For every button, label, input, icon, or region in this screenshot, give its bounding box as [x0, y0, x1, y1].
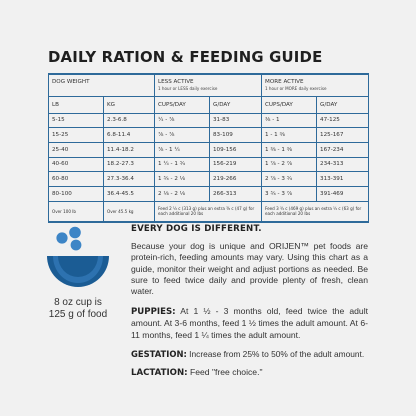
- col-less-grams: G/DAY: [210, 96, 262, 113]
- cup-note-line-2: 125 g of food: [48, 309, 108, 320]
- page-title: DAILY RATION & FEEDING GUIDE: [48, 48, 323, 66]
- gestation-text: Increase from 25% to 50% of the adult amount.: [189, 349, 365, 359]
- cell: ⅞ - ⅞: [155, 128, 210, 143]
- cell-over-more: Feed 3 ¾ c (469 g) plus an extra ½ c (63 g) for each additional 20 lbs: [262, 201, 369, 222]
- cell: 18.2-27.3: [104, 157, 155, 172]
- table-row: [49, 113, 369, 128]
- cell: 1 ¼ - 1 ¾: [155, 157, 210, 172]
- cell: 5-15: [49, 113, 104, 128]
- table-group-header: [49, 74, 369, 96]
- cell: 109-156: [210, 142, 262, 157]
- puppies-label: PUPPIES:: [131, 307, 176, 317]
- col-more-grams: G/DAY: [317, 96, 369, 113]
- cell: 1 ⅞ - 2 ⅞: [262, 157, 317, 172]
- cell: 3 ¾ - 3 ⅞: [262, 186, 317, 201]
- cell: ⅜ - 1: [262, 113, 317, 128]
- cell: 2 ⅞ - 3 ¾: [262, 172, 317, 187]
- lactation-text: Feed "free choice.": [190, 367, 263, 377]
- less-active-header: [155, 74, 262, 96]
- cell: 234-313: [317, 157, 369, 172]
- cell: 6.8-11.4: [104, 128, 155, 143]
- cup-note-line-1: 8 oz cup is: [54, 297, 102, 308]
- cup-note: [46, 297, 110, 321]
- cell: ⅞ - 1 ¼: [155, 142, 210, 157]
- puppies-text: At 1 ½ - 3 months old, feed twice the adult amount. At 3-6 months, feed 1 ½ times the adult amount. At 6-11 months, feed 1 ¼ times the adult amount.: [131, 306, 368, 340]
- puppies-paragraph: [131, 306, 368, 341]
- cell: 125-167: [317, 128, 369, 143]
- gestation-label: GESTATION:: [131, 349, 187, 359]
- cell: 1 ¾ - 2 ⅛: [155, 172, 210, 187]
- cell: 60-80: [49, 172, 104, 187]
- table-row-over: [49, 201, 369, 222]
- less-active-subtitle: 1 hour or LESS daily exercise: [158, 86, 218, 91]
- cell: 167-234: [317, 142, 369, 157]
- table-row: [49, 186, 369, 201]
- col-more-cups: CUPS/DAY: [262, 96, 317, 113]
- intro-paragraph: Because your dog is unique and ORIJEN™ pet foods are protein-rich, feeding amounts may vary. Using this chart as a guide, monitor their weight and adjust portions as needed. Be sure to feed twice daily and provide plenty of fresh, clean water.: [131, 241, 368, 297]
- more-active-subtitle: 1 hour or MORE daily exercise: [265, 86, 327, 91]
- food-bowl-icon: [46, 226, 110, 292]
- cell: 2 ⅛ - 2 ⅛: [155, 186, 210, 201]
- more-active-title: MORE ACTIVE: [265, 79, 304, 85]
- cell: 80-100: [49, 186, 104, 201]
- cell: 15-25: [49, 128, 104, 143]
- table-row: [49, 142, 369, 157]
- cell: 1 ⅜ - 1 ⅜: [262, 142, 317, 157]
- table-column-header: [49, 96, 369, 113]
- table-row: [49, 157, 369, 172]
- col-kg: KG: [104, 96, 155, 113]
- col-lb: LB: [49, 96, 104, 113]
- gestation-paragraph: [131, 349, 368, 360]
- cell-over-less: Feed 2 ½ c (313 g) plus an extra ⅜ c (47 g) for each additional 20 lbs: [155, 201, 262, 222]
- cell: 31-83: [210, 113, 262, 128]
- cell: 266-313: [210, 186, 262, 201]
- cell: 47-125: [317, 113, 369, 128]
- cell-over-kg: Over 45.5 kg: [104, 201, 155, 222]
- feeding-table: [48, 73, 369, 223]
- cell: 11.4-18.2: [104, 142, 155, 157]
- cell: 25-40: [49, 142, 104, 157]
- cell: 156-219: [210, 157, 262, 172]
- more-active-header: [262, 74, 369, 96]
- lactation-label: LACTATION:: [131, 368, 188, 378]
- cell-over-lb: Over 100 lb: [49, 201, 104, 222]
- dog-weight-header: DOG WEIGHT: [49, 74, 155, 96]
- cell: ¼ - ⅞: [155, 113, 210, 128]
- cell: 219-266: [210, 172, 262, 187]
- cell: 27.3-36.4: [104, 172, 155, 187]
- cell: 83-109: [210, 128, 262, 143]
- cell: 36.4-45.5: [104, 186, 155, 201]
- cell: 391-469: [317, 186, 369, 201]
- lactation-paragraph: [131, 367, 368, 379]
- cell: 2.3-6.8: [104, 113, 155, 128]
- less-active-title: LESS ACTIVE: [158, 79, 194, 85]
- cell: 40-60: [49, 157, 104, 172]
- table-row: [49, 128, 369, 143]
- col-less-cups: CUPS/DAY: [155, 96, 210, 113]
- section-heading: EVERY DOG IS DIFFERENT.: [131, 224, 262, 234]
- table-row: [49, 172, 369, 187]
- cell: 313-391: [317, 172, 369, 187]
- cell: 1 - 1 ⅜: [262, 128, 317, 143]
